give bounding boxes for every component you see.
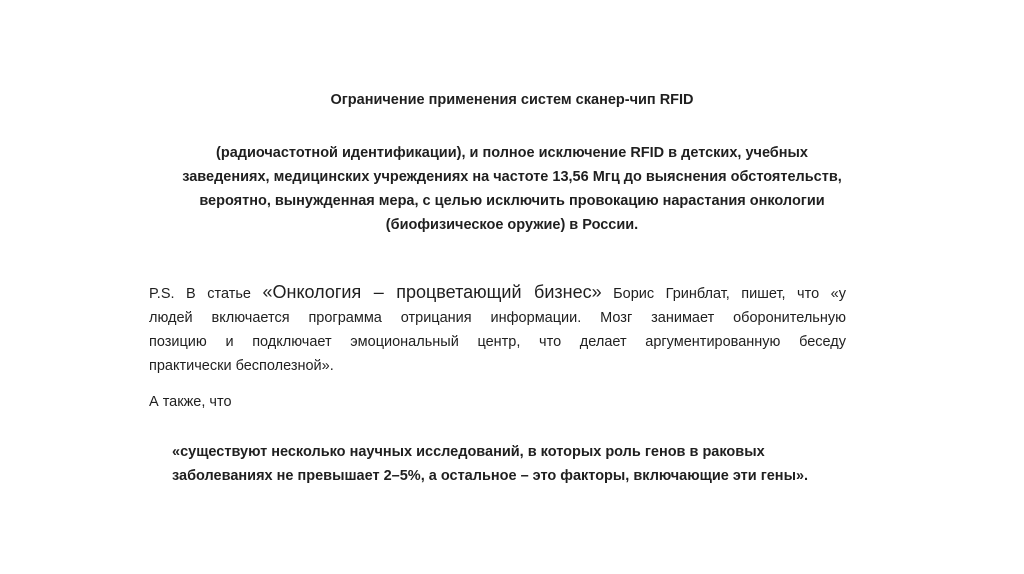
ps-prefix: P.S. (149, 286, 175, 302)
article-title: «Онкология – процветающий бизнес» (262, 282, 602, 302)
subtitle-line: (радиочастотной идентификации), и полное исключение RFID в детских, учебных (216, 145, 808, 161)
ps-intro: В статье (174, 286, 263, 302)
quote-line: «существуют несколько научных исследований, в которых роль генов в раковых (172, 444, 765, 460)
ps-paragraph (149, 280, 846, 378)
quote-block (172, 440, 862, 488)
document-subtitle (150, 141, 874, 237)
also-text: А также, что (149, 394, 232, 410)
subtitle-line: (биофизическое оружие) в России. (385, 217, 639, 233)
subtitle-line: заведениях, медицинских учреждениях на частоте 13,56 Мгц до выяснения обстоятельств, (182, 169, 842, 185)
subtitle-line: вероятно, вынужденная мера, с целью исключить провокацию нарастания онкологии (199, 193, 825, 209)
ps-line: практически бесполезной». (149, 358, 334, 374)
document-title: Ограничение применения систем сканер-чип RFID (330, 92, 694, 108)
ps-line: позицию и подключает эмоциональный центр, что делает аргументированную беседу (149, 334, 846, 350)
quote-line: заболеваниях не превышает 2–5%, а остальное – это факторы, включающие эти гены». (172, 468, 809, 484)
ps-line: людей включается программа отрицания информации. Мозг занимает оборонительную (149, 310, 846, 326)
ps-line (149, 280, 846, 306)
ps-rest: Борис Гринблат, пишет, что «у (601, 286, 846, 302)
